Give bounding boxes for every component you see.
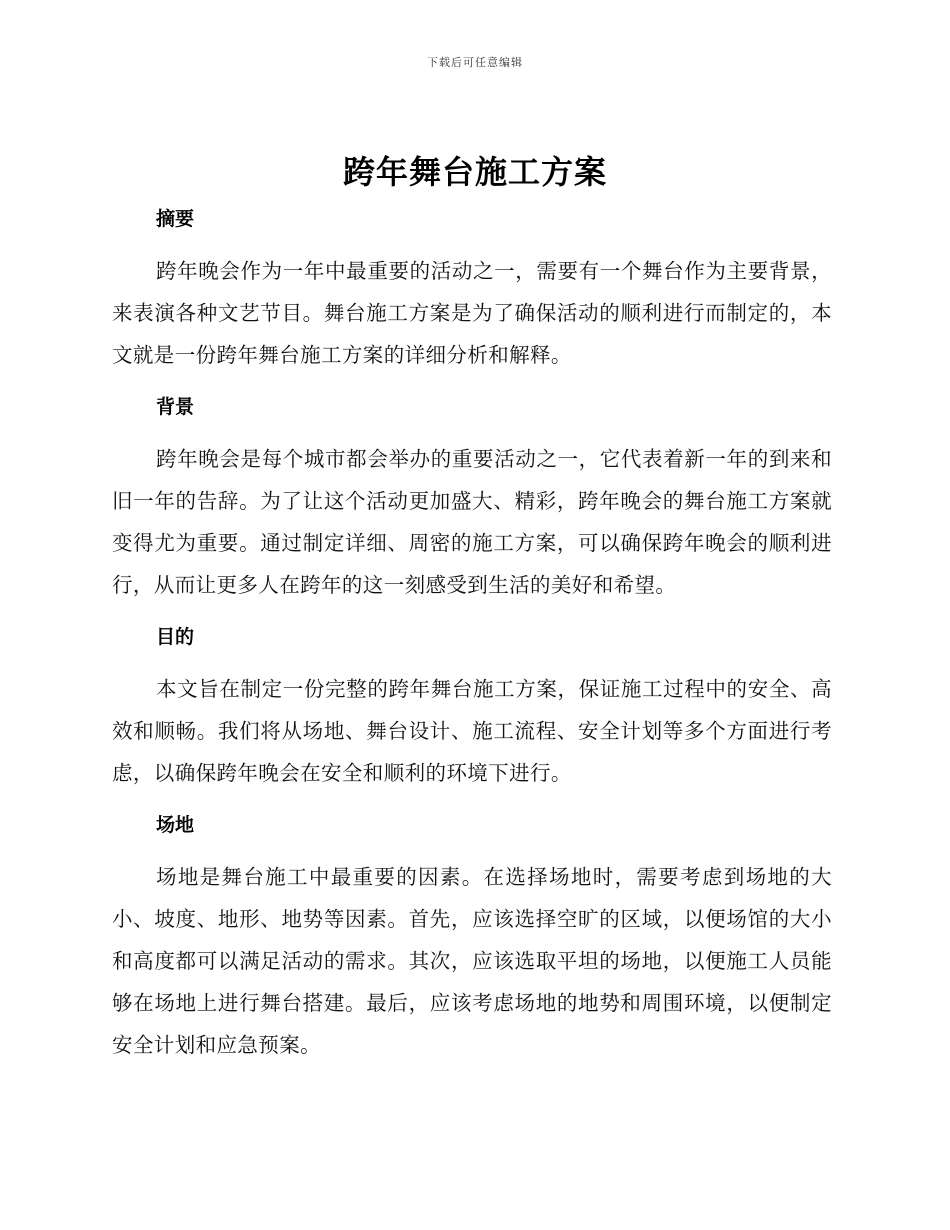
header-note: 下载后可任意编辑: [427, 56, 523, 69]
section-heading: 背景: [156, 396, 195, 418]
section-paragraph: 本文旨在制定一份完整的跨年舞台施工方案，保证施工过程中的安全、高效和顺畅。我们将从场地、舞台设计、施工流程、安全计划等多个方面进行考虑，以确保跨年晚会在安全和顺利的环境下进行。: [112, 677, 832, 785]
section-heading: 摘要: [156, 208, 195, 230]
section-venue: [112, 808, 832, 1066]
section-heading: 目的: [156, 626, 195, 648]
section-heading: 场地: [156, 814, 195, 836]
section-background: [112, 390, 832, 606]
document-body: [112, 202, 832, 1080]
section-paragraph: 场地是舞台施工中最重要的因素。在选择场地时，需要考虑到场地的大小、坡度、地形、地势等因素。首先，应该选择空旷的区域，以便场馆的大小和高度都可以满足活动的需求。其次，应该选取平坦的场地，以便施工人员能够在场地上进行舞台搭建。最后，应该考虑场地的地势和周围环境，以便制定安全计划和应急预案。: [112, 865, 832, 1057]
section-abstract: [112, 202, 832, 376]
section-paragraph: 跨年晚会是每个城市都会举办的重要活动之一，它代表着新一年的到来和旧一年的告辞。为了让这个活动更加盛大、精彩，跨年晚会的舞台施工方案就变得尤为重要。通过制定详细、周密的施工方案，可以确保跨年晚会的顺利进行，从而让更多人在跨年的这一刻感受到生活的美好和希望。: [112, 447, 832, 597]
section-purpose: [112, 620, 832, 794]
section-paragraph: 跨年晚会作为一年中最重要的活动之一，需要有一个舞台作为主要背景，来表演各种文艺节目。舞台施工方案是为了确保活动的顺利进行而制定的，本文就是一份跨年舞台施工方案的详细分析和解释。: [112, 259, 832, 367]
document-title: 跨年舞台施工方案: [342, 153, 607, 191]
